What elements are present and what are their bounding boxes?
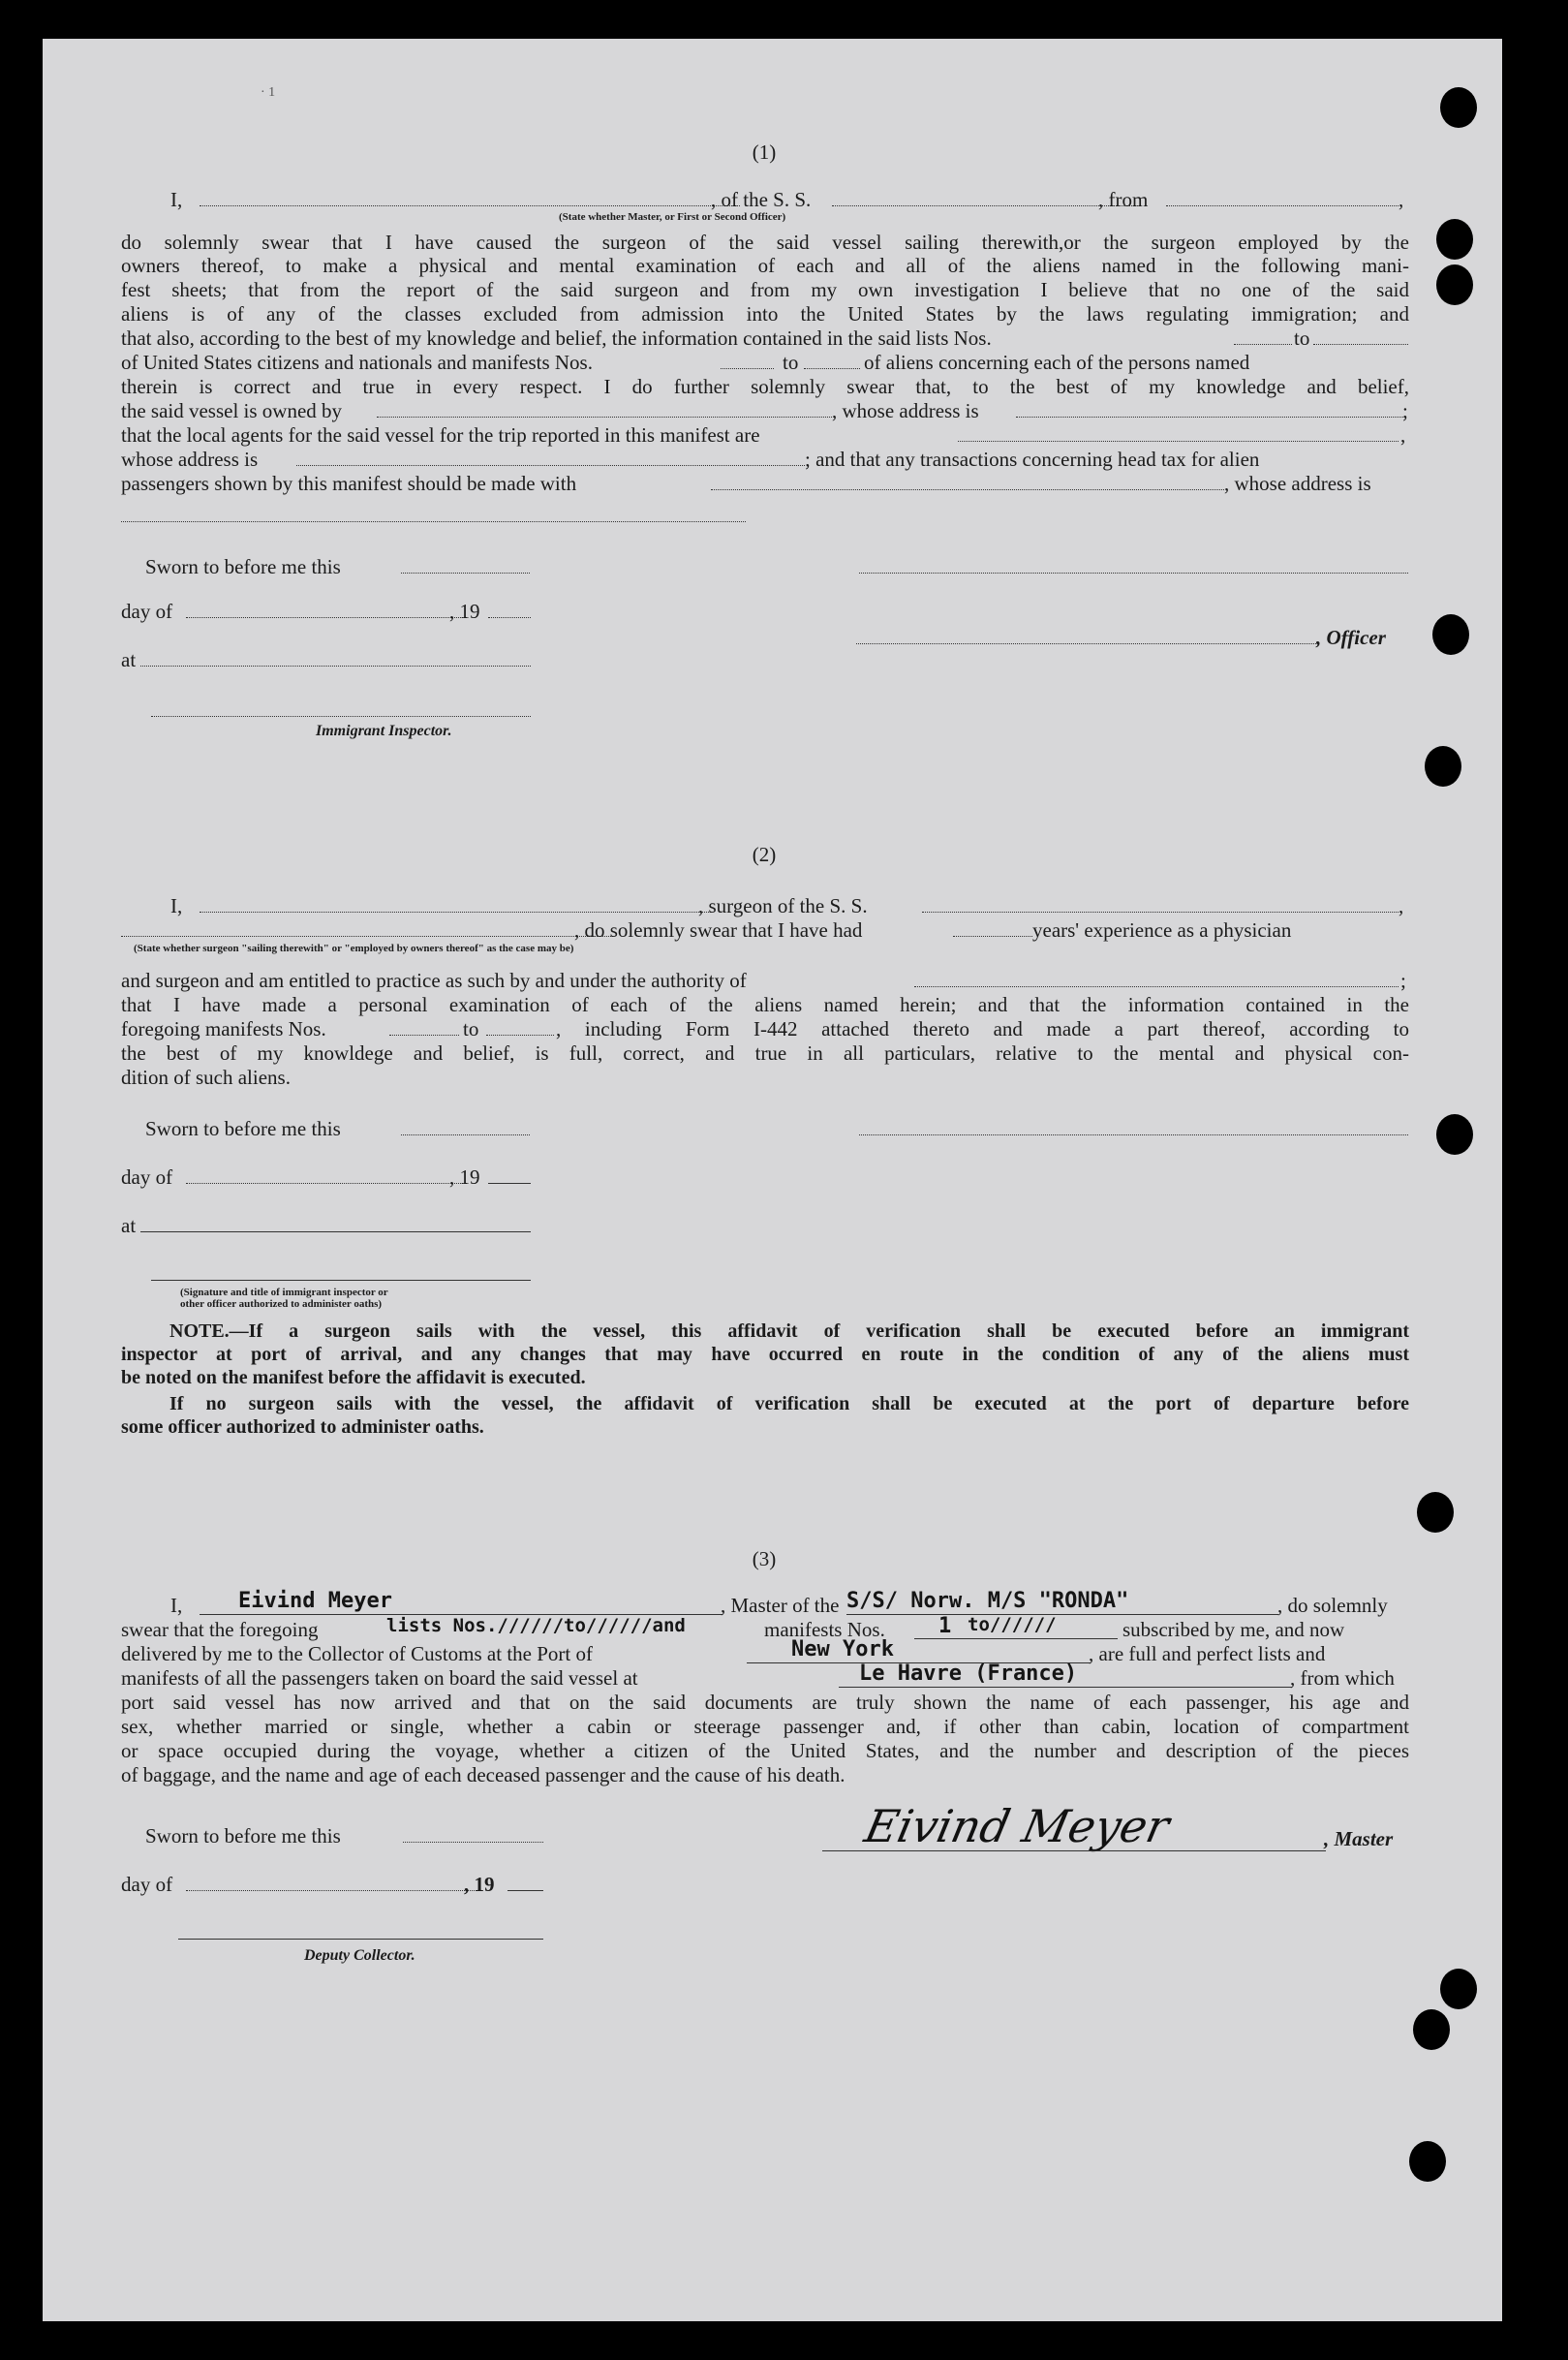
s2-sworn-line (401, 1134, 530, 1135)
s3-day: day of (121, 1873, 173, 1896)
s1-manifests-to-line (804, 368, 860, 369)
s1-agents-text: that the local agents for the said vessel for the trip reported in this manifest are (121, 423, 760, 447)
s2-sailing-line (121, 936, 613, 937)
punch-hole (1436, 264, 1473, 305)
s3-vessel-name: S/S/ Norw. M/S "RONDA" (846, 1589, 1129, 1613)
s3-row3-perfect: , are full and perfect lists and (1089, 1642, 1326, 1665)
punch-hole (1432, 614, 1469, 655)
s3-master-name: Eivind Meyer (238, 1589, 392, 1613)
s1-text-line: do solemnly swear that I have caused the surgeon of the said vessel sailing therewith,or the surgeon employed by the (121, 231, 1409, 254)
s1-agent-address-text: whose address is (121, 448, 259, 471)
s3-row1-master: , Master of the (721, 1594, 840, 1617)
s2-years-line (953, 936, 1032, 937)
s1-vessel-line (832, 205, 1140, 206)
s2-note-line: be noted on the manifest before the affidavit is executed. (121, 1367, 586, 1388)
s3-text-line: of baggage, and the name and age of each deceased passenger and the cause of his death. (121, 1763, 845, 1786)
s1-row1-end: , (1399, 188, 1404, 211)
s2-caption-line-1: (Signature and title of immigrant inspector or (180, 1287, 388, 1298)
s1-manifests-to: to (783, 351, 799, 374)
s1-head-tax-address: , whose address is (1224, 472, 1371, 495)
s2-text-line: that I have made a personal examination of each of the aliens named herein; and that the information contained in the (121, 993, 1409, 1016)
s3-row2-manifests: manifests Nos. (764, 1618, 885, 1641)
section-3-number: (3) (752, 1547, 777, 1570)
s2-note-line: inspector at port of arrival, and any changes that may have occurred en route in the condition of any of the aliens must (121, 1344, 1409, 1365)
punch-hole (1436, 219, 1473, 260)
manifest-affidavit-page (43, 39, 1502, 2321)
s2-signature-line (859, 1134, 1408, 1135)
s1-head-tax-line (711, 489, 1224, 490)
s3-sworn-line (403, 1842, 543, 1843)
s3-row1-end: , do solemnly (1277, 1594, 1388, 1617)
s2-row2-caption: (State whether surgeon "sailing therewith" or "employed by owners thereof" as the case may be) (134, 943, 574, 954)
s1-officer-label: , Officer (1316, 626, 1386, 649)
s1-at: at (121, 648, 137, 671)
s3-master-signature: Eivind Meyer (860, 1800, 1174, 1852)
s3-manifest-from: 1 (938, 1614, 952, 1638)
s2-inspector-signature-line (151, 1280, 531, 1281)
s3-manifests-line (914, 1638, 1118, 1639)
s1-lists-text: that also, according to the best of my knowledge and belief, the information contained in the said lists Nos. (121, 326, 992, 350)
s3-text-line: or space occupied during the voyage, whether a citizen of the United States, and the number and description of the pieces (121, 1739, 1409, 1762)
s1-manifests-from-line (721, 368, 774, 369)
s1-row1-caption: (State whether Master, or First or Second Officer) (559, 211, 786, 223)
s3-lists-struck: lists Nos.//////to//////and (386, 1615, 686, 1636)
s1-passengers-text: passengers shown by this manifest should be made with (121, 472, 577, 495)
s2-note-line: some officer authorized to administer oaths. (121, 1416, 484, 1438)
punch-hole (1436, 1114, 1473, 1155)
s1-day-line (186, 617, 467, 618)
s3-manifest-to: to////// (968, 1614, 1057, 1635)
s1-head-tax-address-line (121, 521, 746, 522)
s1-text-line: owners thereof, to make a physical and mental examination of each and all of the aliens named in the following mani- (121, 254, 1409, 277)
s1-year-line (488, 617, 531, 618)
s3-year-line (507, 1890, 543, 1891)
s3-year: , 19 (464, 1873, 495, 1896)
s1-owner-line (377, 417, 832, 418)
s1-head-tax-text: ; and that any transactions concerning head tax for alien (805, 448, 1260, 471)
s2-manifests-to-line (486, 1035, 554, 1036)
s3-text-line: sex, whether married or single, whether a cabin or steerage passenger and, if other than cabin, location of compartment (121, 1715, 1409, 1738)
s2-row1-surgeon: , surgeon of the S. S. (698, 894, 868, 917)
s1-row1-i: I, (170, 188, 183, 211)
s2-note-line: If no surgeon sails with the vessel, the affidavit of verification shall be executed at the port of departure before (169, 1393, 1409, 1414)
punch-hole (1409, 2141, 1446, 2182)
s2-row1-i: I, (170, 894, 183, 917)
s3-row3-collector: delivered by me to the Collector of Customs at the Port of (121, 1642, 593, 1665)
s3-departure-port: Le Havre (France) (859, 1661, 1078, 1686)
s2-row2-years: years' experience as a physician (1032, 918, 1292, 942)
s1-lists-to: to (1294, 326, 1310, 350)
punch-hole (1425, 746, 1461, 787)
punch-hole (1440, 1969, 1477, 2009)
s3-sworn: Sworn to before me this (145, 1824, 341, 1848)
s3-row4-from-which: , from which (1290, 1666, 1395, 1690)
s1-text-line: aliens is of any of the classes excluded from admission into the United States by the laws regulating immigration; and (121, 302, 1409, 326)
s1-lists-to-line (1313, 344, 1408, 345)
s1-manifests-rest: of aliens concerning each of the persons named (864, 351, 1250, 374)
s2-text-line: dition of such aliens. (121, 1066, 291, 1089)
s1-day: day of (121, 600, 173, 623)
s3-port-name: New York (791, 1637, 894, 1661)
s2-authority-text: and surgeon and am entitled to practice as such by and under the authority of (121, 969, 747, 992)
s3-row1-i: I, (170, 1594, 183, 1617)
s2-form-text: , including Form I-442 attached thereto and made a part thereof, according to (556, 1017, 1409, 1040)
s1-sworn: Sworn to before me this (145, 555, 341, 578)
s2-manifests-from-line (389, 1035, 459, 1036)
s1-text-line: therein is correct and true in every respect. I do further solemnly swear that, to the best of my knowledge and belief, (121, 375, 1409, 398)
s1-manifests-text: of United States citizens and nationals and manifests Nos. (121, 351, 593, 374)
s2-row1-end: , (1399, 894, 1404, 917)
s1-from-line (1166, 205, 1399, 206)
s3-vessel-line (846, 1614, 1278, 1615)
s2-manifests-to: to (463, 1017, 479, 1040)
s2-caption-line-2: other officer authorized to administer oaths) (180, 1298, 383, 1310)
s2-sworn: Sworn to before me this (145, 1117, 341, 1140)
s1-lists-from-line (1234, 344, 1292, 345)
s1-sworn-line (401, 573, 530, 574)
s3-master-label: , Master (1324, 1827, 1394, 1850)
punch-hole (1417, 1492, 1454, 1533)
s2-authority-line (914, 986, 1399, 987)
punch-hole (1440, 87, 1477, 128)
section-1-number: (1) (752, 140, 777, 164)
s1-agents-line (958, 441, 1399, 442)
s1-inspector-line (151, 716, 531, 717)
s3-departure-line (839, 1687, 1292, 1688)
s2-day: day of (121, 1165, 173, 1189)
s1-row1-from: , from (1098, 188, 1149, 211)
s2-day-line (186, 1183, 467, 1184)
s1-year: , 19 (449, 600, 480, 623)
s1-agents-end: , (1400, 423, 1406, 447)
page-mark: · 1 (261, 85, 276, 100)
s2-text-line: the best of my knowldege and belief, is full, correct, and true in all particulars, relative to the mental and physical con- (121, 1041, 1409, 1065)
s1-agent-address-line (296, 465, 805, 466)
s2-row2-swear: , do solemnly swear that I have had (574, 918, 863, 942)
s3-collector-label: Deputy Collector. (304, 1947, 415, 1964)
s2-manifests-text: foregoing manifests Nos. (121, 1017, 326, 1040)
s1-owner-end: ; (1402, 399, 1408, 422)
s1-text-line: fest sheets; that from the report of the said surgeon and from my own investigation I believe that no one of the said (121, 278, 1409, 301)
s1-owner-address-line (1016, 417, 1403, 418)
s2-surgeon-name-line (200, 912, 711, 913)
s3-row2-subscribed: subscribed by me, and now (1122, 1618, 1345, 1641)
s1-owned-text: the said vessel is owned by (121, 399, 343, 422)
section-2-number: (2) (752, 843, 777, 866)
s3-day-line (186, 1890, 477, 1891)
s2-at-line (140, 1231, 531, 1232)
s3-collector-line (178, 1939, 543, 1940)
s1-owner-address: , whose address is (832, 399, 979, 422)
s1-officer-signature-line (859, 573, 1408, 574)
s2-vessel-line (922, 912, 1399, 913)
s3-master-signature-line (822, 1850, 1326, 1851)
s1-inspector-label: Immigrant Inspector. (316, 723, 452, 739)
s3-row2-swear: swear that the foregoing (121, 1618, 319, 1641)
s1-row1-of-ss: , of the S. S. (711, 188, 812, 211)
s3-text-line: port said vessel has now arrived and that on the said documents are truly shown the name of each passenger, his age and (121, 1691, 1409, 1714)
s1-at-line (140, 666, 531, 667)
punch-hole (1413, 2009, 1450, 2050)
s2-year-line (488, 1183, 531, 1184)
s2-note-line: NOTE.—If a surgeon sails with the vessel, this affidavit of verification shall be executed before an immigrant (169, 1320, 1409, 1342)
s2-authority-end: ; (1400, 969, 1406, 992)
s1-officer-title-line (856, 643, 1316, 644)
s2-at: at (121, 1214, 137, 1237)
s3-row4-manifests: manifests of all the passengers taken on board the said vessel at (121, 1666, 638, 1690)
s1-officer-name-line (200, 205, 740, 206)
s2-year: , 19 (449, 1165, 480, 1189)
